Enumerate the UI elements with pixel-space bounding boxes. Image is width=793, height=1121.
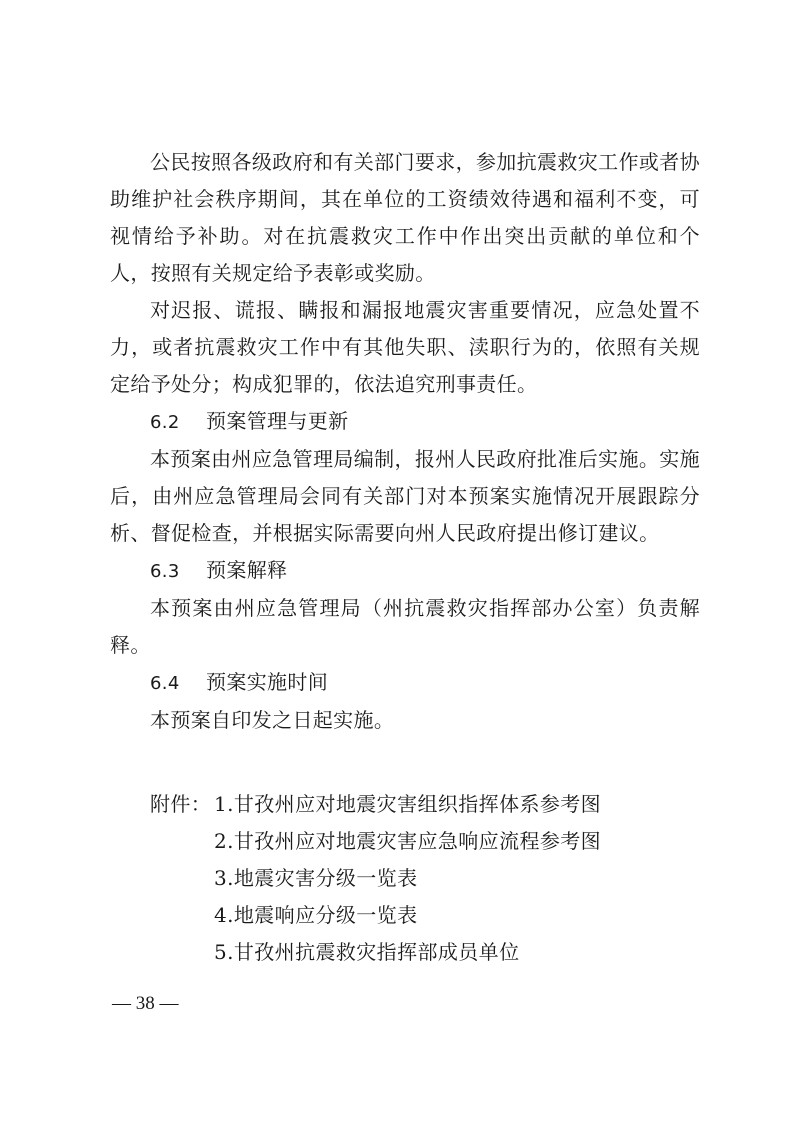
paragraph-effective-date: 本预案自印发之日起实施。	[150, 708, 395, 732]
paragraph-plan-management: 本预案由州应急管理局编制，报州人民政府批准后实施。实施后，由州应急管理局会同有关部门对本预案实施情况开展跟踪分析、督促检查，并根据实际需要向州人民政府提出修订建议。	[110, 447, 700, 545]
section-title: 预案解释	[206, 558, 288, 582]
section-title: 预案实施时间	[206, 670, 329, 694]
attachment-item: 2.甘孜州应对地震灾害应急响应流程参考图	[214, 829, 602, 853]
section-heading-6-3	[110, 552, 700, 590]
paragraph-accountability: 对迟报、谎报、瞒报和漏报地震灾害重要情况，应急处置不力，或者抗震救灾工作中有其他失职、渎职行为的，依照有关规定给予处分；构成犯罪的，依法追究刑事责任。	[110, 298, 700, 396]
attachment-item: 4.地震响应分级一览表	[214, 903, 418, 927]
attachment-row	[150, 897, 601, 934]
section-number: 6.3	[150, 561, 180, 582]
attachment-row	[150, 823, 601, 860]
attachment-item: 3.地震灾害分级一览表	[214, 866, 418, 890]
attachment-item: 1.甘孜州应对地震灾害组织指挥体系参考图	[214, 792, 602, 816]
section-heading-6-2	[110, 403, 700, 441]
page-number: — 38 —	[112, 993, 179, 1014]
attachment-row	[150, 860, 601, 897]
attachment-row	[150, 934, 601, 971]
paragraph-commendation: 公民按照各级政府和有关部门要求，参加抗震救灾工作或者协助维护社会秩序期间，其在单位的工资绩效待遇和福利不变，可视情给予补助。对在抗震救灾工作中作出突出贡献的单位和个人，按照有关规定给予表彰或奖励。	[110, 150, 700, 285]
section-title: 预案管理与更新	[206, 409, 349, 433]
section-number: 6.4	[150, 673, 180, 694]
attachment-item: 5.甘孜州抗震救灾指挥部成员单位	[214, 940, 520, 964]
body-text	[110, 144, 700, 739]
attachment-row	[150, 786, 601, 823]
section-number: 6.2	[150, 412, 180, 433]
attachments-list	[150, 786, 601, 971]
section-heading-6-4	[110, 664, 700, 702]
paragraph-plan-interpretation: 本预案由州应急管理局（州抗震救灾指挥部办公室）负责解释。	[110, 596, 700, 657]
attachments-label: 附件：	[150, 792, 212, 816]
